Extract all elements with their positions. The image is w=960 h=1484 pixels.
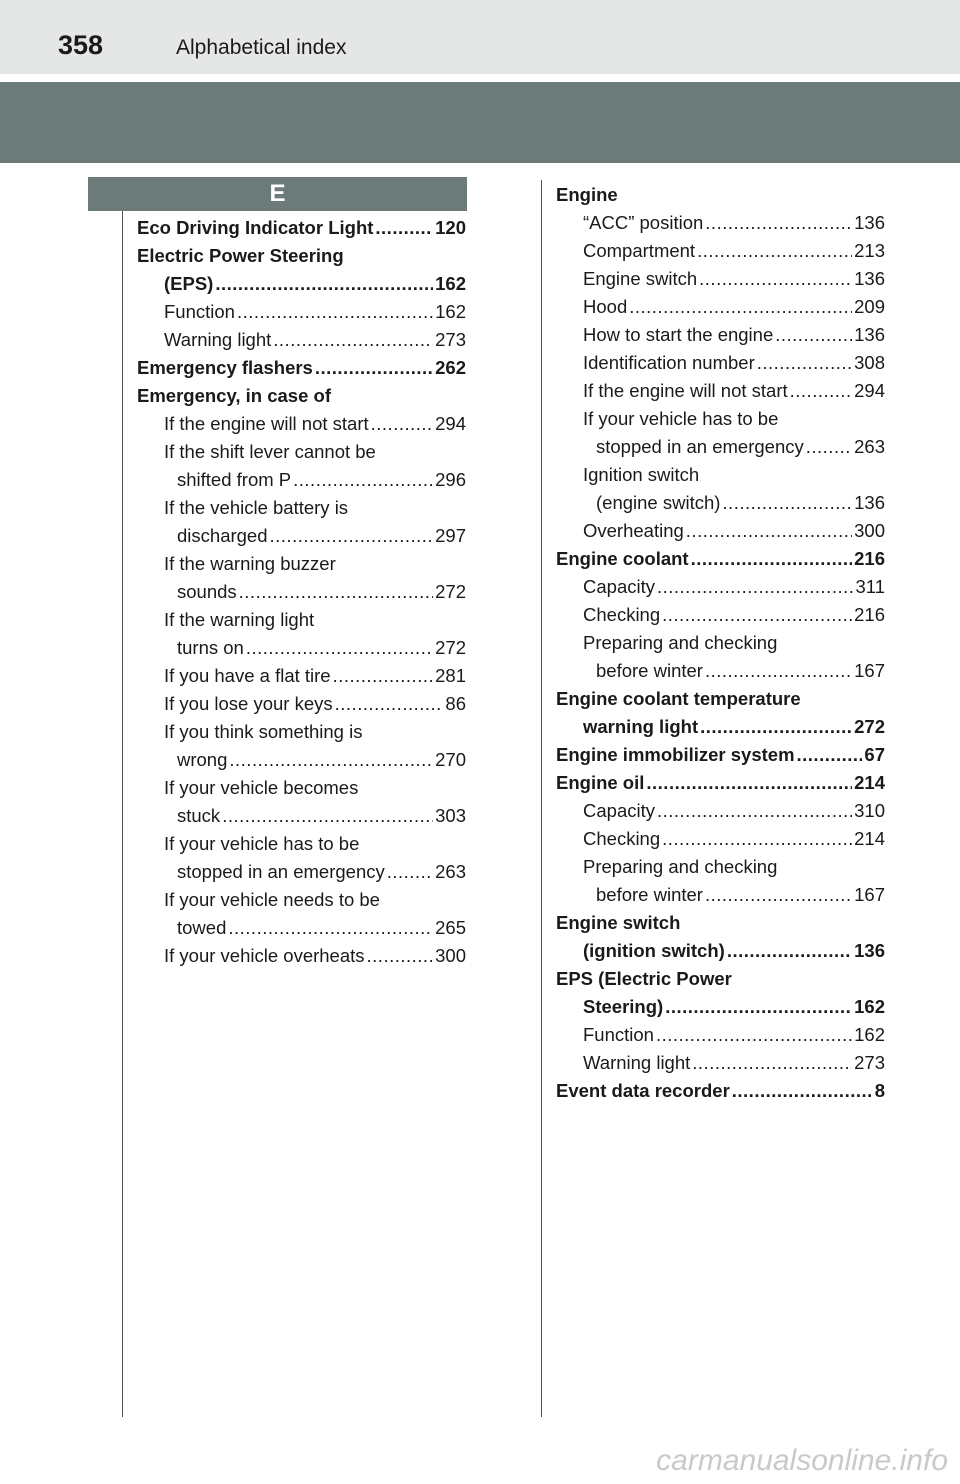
index-entry-page: 281 bbox=[435, 665, 466, 686]
index-entry bbox=[137, 382, 466, 410]
dot-leader bbox=[727, 937, 852, 965]
index-entry bbox=[556, 1077, 885, 1105]
index-entry bbox=[556, 405, 885, 433]
index-entry-page: 162 bbox=[435, 273, 466, 294]
index-entry-text: Preparing and checking bbox=[583, 856, 778, 877]
index-entry bbox=[137, 914, 466, 942]
dot-leader bbox=[239, 578, 433, 606]
index-entry bbox=[556, 349, 885, 377]
index-entry-text: Emergency flashers bbox=[137, 357, 313, 378]
index-entry-page: 294 bbox=[435, 413, 466, 434]
index-entry-page: 273 bbox=[854, 1052, 885, 1073]
index-entry-page: 262 bbox=[435, 357, 466, 378]
index-entry-page: 273 bbox=[435, 329, 466, 350]
index-entry bbox=[137, 746, 466, 774]
dot-leader bbox=[367, 942, 434, 970]
index-entry bbox=[556, 797, 885, 825]
index-entry-text: Preparing and checking bbox=[583, 632, 778, 653]
index-entry-page: 296 bbox=[435, 469, 466, 490]
dot-leader bbox=[686, 517, 852, 545]
index-entry-text: Engine oil bbox=[556, 772, 645, 793]
index-entry bbox=[137, 858, 466, 886]
index-entry bbox=[556, 825, 885, 853]
index-entry bbox=[556, 237, 885, 265]
index-entry bbox=[556, 601, 885, 629]
index-entry-text: If your vehicle needs to be bbox=[164, 889, 380, 910]
dot-leader bbox=[657, 573, 854, 601]
index-entry bbox=[137, 886, 466, 914]
dot-leader bbox=[646, 769, 852, 797]
dot-leader bbox=[387, 858, 433, 886]
index-entry-text: Engine bbox=[556, 184, 618, 205]
index-entry-page: 162 bbox=[854, 996, 885, 1017]
index-entry-page: 213 bbox=[854, 240, 885, 261]
index-entry bbox=[137, 550, 466, 578]
index-entry bbox=[137, 214, 466, 242]
index-entry-text: shifted from P bbox=[177, 469, 292, 490]
dot-leader bbox=[806, 433, 852, 461]
index-entry-text: Capacity bbox=[583, 800, 655, 821]
index-entry-text: Compartment bbox=[583, 240, 696, 261]
header-band bbox=[0, 82, 960, 163]
index-entry-text: Engine switch bbox=[556, 912, 681, 933]
index-entry-text: before winter bbox=[596, 884, 703, 905]
index-entry-text: stuck bbox=[177, 805, 221, 826]
dot-leader bbox=[699, 265, 852, 293]
index-entry bbox=[556, 545, 885, 573]
index-entry bbox=[137, 522, 466, 550]
index-entry bbox=[556, 657, 885, 685]
index-entry-text: EPS (Electric Power bbox=[556, 968, 732, 989]
dot-leader bbox=[656, 1021, 852, 1049]
section-title: Alphabetical index bbox=[176, 36, 347, 59]
index-entry-text: If the warning light bbox=[164, 609, 315, 630]
index-entry bbox=[137, 690, 466, 718]
index-entry-text: Engine coolant bbox=[556, 548, 689, 569]
index-entry-text: Overheating bbox=[583, 520, 684, 541]
index-entry bbox=[556, 573, 885, 601]
index-entry bbox=[137, 242, 466, 270]
index-entry-page: 120 bbox=[435, 217, 466, 238]
index-entry-text: Checking bbox=[583, 828, 661, 849]
index-entry bbox=[556, 909, 885, 937]
index-entry-page: 272 bbox=[854, 716, 885, 737]
dot-leader bbox=[692, 1049, 852, 1077]
index-entry-text: If you lose your keys bbox=[164, 693, 333, 714]
index-entry-text: turns on bbox=[177, 637, 244, 658]
dot-leader bbox=[657, 797, 852, 825]
index-entry-text: Ignition switch bbox=[583, 464, 700, 485]
dot-leader bbox=[775, 321, 852, 349]
index-entry-text: (EPS) bbox=[164, 273, 214, 294]
index-entry bbox=[137, 578, 466, 606]
index-letter-heading: E bbox=[88, 177, 467, 211]
dot-leader bbox=[375, 214, 433, 242]
index-entry bbox=[556, 1021, 885, 1049]
index-entry bbox=[556, 321, 885, 349]
index-entry-page: 167 bbox=[854, 884, 885, 905]
index-entry bbox=[556, 685, 885, 713]
index-entry bbox=[137, 466, 466, 494]
dot-leader bbox=[705, 881, 852, 909]
index-entry-page: 162 bbox=[435, 301, 466, 322]
index-entry-text: Engine immobilizer system bbox=[556, 744, 795, 765]
index-entry bbox=[556, 433, 885, 461]
dot-leader bbox=[270, 522, 434, 550]
dot-leader bbox=[662, 825, 852, 853]
dot-leader bbox=[273, 326, 433, 354]
index-entry-text: Engine switch bbox=[583, 268, 698, 289]
index-entry-text: (engine switch) bbox=[596, 492, 721, 513]
index-entry-text: Checking bbox=[583, 604, 661, 625]
index-entry-text: Event data recorder bbox=[556, 1080, 730, 1101]
index-entry bbox=[137, 662, 466, 690]
dot-leader bbox=[315, 354, 433, 382]
dot-leader bbox=[797, 741, 863, 769]
index-entry bbox=[556, 293, 885, 321]
index-entry-text: If your vehicle has to be bbox=[583, 408, 779, 429]
index-entry-page: 8 bbox=[874, 1080, 885, 1101]
dot-leader bbox=[665, 993, 852, 1021]
dot-leader bbox=[732, 1077, 873, 1105]
index-entry-text: towed bbox=[177, 917, 227, 938]
dot-leader bbox=[705, 657, 852, 685]
dot-leader bbox=[629, 293, 852, 321]
index-entry bbox=[556, 629, 885, 657]
index-entry-text: If the engine will not start bbox=[164, 413, 369, 434]
index-entry bbox=[137, 326, 466, 354]
index-entry-page: 214 bbox=[854, 828, 885, 849]
index-entry bbox=[137, 606, 466, 634]
index-entry bbox=[556, 209, 885, 237]
index-entry-text: “ACC” position bbox=[583, 212, 704, 233]
index-entry-text: If the shift lever cannot be bbox=[164, 441, 376, 462]
index-entry-text: If you think something is bbox=[164, 721, 363, 742]
dot-leader bbox=[246, 634, 433, 662]
index-entry-text: Hood bbox=[583, 296, 628, 317]
index-entry bbox=[137, 942, 466, 970]
index-entry-text: Function bbox=[583, 1024, 654, 1045]
dot-leader bbox=[229, 746, 433, 774]
index-entry bbox=[556, 993, 885, 1021]
dot-leader bbox=[293, 466, 433, 494]
index-entry bbox=[556, 489, 885, 517]
index-entry bbox=[137, 410, 466, 438]
index-entry bbox=[556, 517, 885, 545]
index-entry-text: If your vehicle becomes bbox=[164, 777, 359, 798]
index-entry-text: warning light bbox=[583, 716, 699, 737]
index-entry bbox=[556, 265, 885, 293]
dot-leader bbox=[228, 914, 433, 942]
index-entry-page: 297 bbox=[435, 525, 466, 546]
index-entry bbox=[137, 718, 466, 746]
index-entry-text: How to start the engine bbox=[583, 324, 774, 345]
index-entry-text: Electric Power Steering bbox=[137, 245, 344, 266]
index-column-right bbox=[556, 181, 885, 1105]
index-entry-page: 167 bbox=[854, 660, 885, 681]
index-entry-page: 162 bbox=[854, 1024, 885, 1045]
index-entry bbox=[556, 937, 885, 965]
index-entry-page: 67 bbox=[864, 744, 885, 765]
page-header bbox=[0, 0, 960, 74]
dot-leader bbox=[222, 802, 433, 830]
index-entry-page: 209 bbox=[854, 296, 885, 317]
index-entry-text: Emergency, in case of bbox=[137, 385, 331, 406]
dot-leader bbox=[790, 377, 852, 405]
index-entry-text: Function bbox=[164, 301, 235, 322]
index-entry bbox=[556, 713, 885, 741]
index-entry-text: Steering) bbox=[583, 996, 664, 1017]
index-entry bbox=[556, 181, 885, 209]
index-entry-text: Warning light bbox=[583, 1052, 691, 1073]
dot-leader bbox=[333, 662, 434, 690]
index-entry-page: 303 bbox=[435, 805, 466, 826]
index-entry-text: If your vehicle has to be bbox=[164, 833, 360, 854]
index-entry bbox=[137, 494, 466, 522]
index-column-left bbox=[137, 214, 466, 970]
index-entry-page: 216 bbox=[854, 604, 885, 625]
right-column-rule bbox=[541, 180, 542, 1417]
dot-leader bbox=[705, 209, 852, 237]
index-entry-page: 216 bbox=[854, 548, 885, 569]
index-entry-page: 136 bbox=[854, 492, 885, 513]
index-entry bbox=[137, 298, 466, 326]
dot-leader bbox=[215, 270, 433, 298]
index-entry bbox=[137, 354, 466, 382]
index-entry-page: 308 bbox=[854, 352, 885, 373]
index-entry-page: 86 bbox=[445, 693, 466, 714]
index-entry bbox=[556, 769, 885, 797]
index-entry-page: 136 bbox=[854, 268, 885, 289]
index-entry bbox=[556, 853, 885, 881]
index-entry bbox=[556, 377, 885, 405]
index-entry-page: 310 bbox=[854, 800, 885, 821]
index-entry-text: (ignition switch) bbox=[583, 940, 725, 961]
index-entry-text: Eco Driving Indicator Light bbox=[137, 217, 374, 238]
index-entry bbox=[137, 634, 466, 662]
dot-leader bbox=[700, 713, 852, 741]
dot-leader bbox=[697, 237, 852, 265]
index-entry bbox=[137, 438, 466, 466]
index-entry-page: 263 bbox=[854, 436, 885, 457]
index-entry-page: 265 bbox=[435, 917, 466, 938]
index-entry-page: 136 bbox=[854, 324, 885, 345]
index-entry-text: If you have a flat tire bbox=[164, 665, 331, 686]
dot-leader bbox=[371, 410, 433, 438]
left-column-rule bbox=[122, 211, 123, 1417]
index-entry-page: 294 bbox=[854, 380, 885, 401]
index-entry bbox=[137, 270, 466, 298]
index-entry-page: 214 bbox=[854, 772, 885, 793]
dot-leader bbox=[691, 545, 853, 573]
dot-leader bbox=[662, 601, 852, 629]
index-entry-text: If your vehicle overheats bbox=[164, 945, 365, 966]
index-entry bbox=[556, 461, 885, 489]
index-entry-page: 263 bbox=[435, 861, 466, 882]
index-entry bbox=[137, 830, 466, 858]
dot-leader bbox=[722, 489, 852, 517]
index-entry bbox=[137, 802, 466, 830]
index-entry-text: stopped in an emergency bbox=[596, 436, 804, 457]
index-entry-page: 136 bbox=[854, 212, 885, 233]
index-entry-text: If the vehicle battery is bbox=[164, 497, 349, 518]
index-entry-text: wrong bbox=[177, 749, 228, 770]
index-entry-text: If the engine will not start bbox=[583, 380, 788, 401]
index-entry-page: 270 bbox=[435, 749, 466, 770]
index-entry-page: 272 bbox=[435, 581, 466, 602]
index-entry-page: 300 bbox=[435, 945, 466, 966]
index-entry-text: Engine coolant temperature bbox=[556, 688, 801, 709]
index-entry bbox=[556, 965, 885, 993]
page-number: 358 bbox=[58, 30, 104, 60]
index-entry-text: Identification number bbox=[583, 352, 755, 373]
dot-leader bbox=[757, 349, 852, 377]
index-entry bbox=[137, 774, 466, 802]
dot-leader bbox=[335, 690, 444, 718]
watermark: carmanualsonline.info bbox=[656, 1444, 948, 1477]
index-entry bbox=[556, 1049, 885, 1077]
index-entry bbox=[556, 741, 885, 769]
index-entry-text: Warning light bbox=[164, 329, 272, 350]
index-entry bbox=[556, 881, 885, 909]
index-entry-page: 272 bbox=[435, 637, 466, 658]
index-entry-text: Capacity bbox=[583, 576, 655, 597]
index-entry-text: stopped in an emergency bbox=[177, 861, 385, 882]
index-entry-text: If the warning buzzer bbox=[164, 553, 336, 574]
index-entry-text: before winter bbox=[596, 660, 703, 681]
index-entry-page: 300 bbox=[854, 520, 885, 541]
dot-leader bbox=[237, 298, 433, 326]
index-entry-text: discharged bbox=[177, 525, 268, 546]
index-entry-page: 311 bbox=[855, 576, 885, 597]
index-entry-page: 136 bbox=[854, 940, 885, 961]
index-entry-text: sounds bbox=[177, 581, 237, 602]
